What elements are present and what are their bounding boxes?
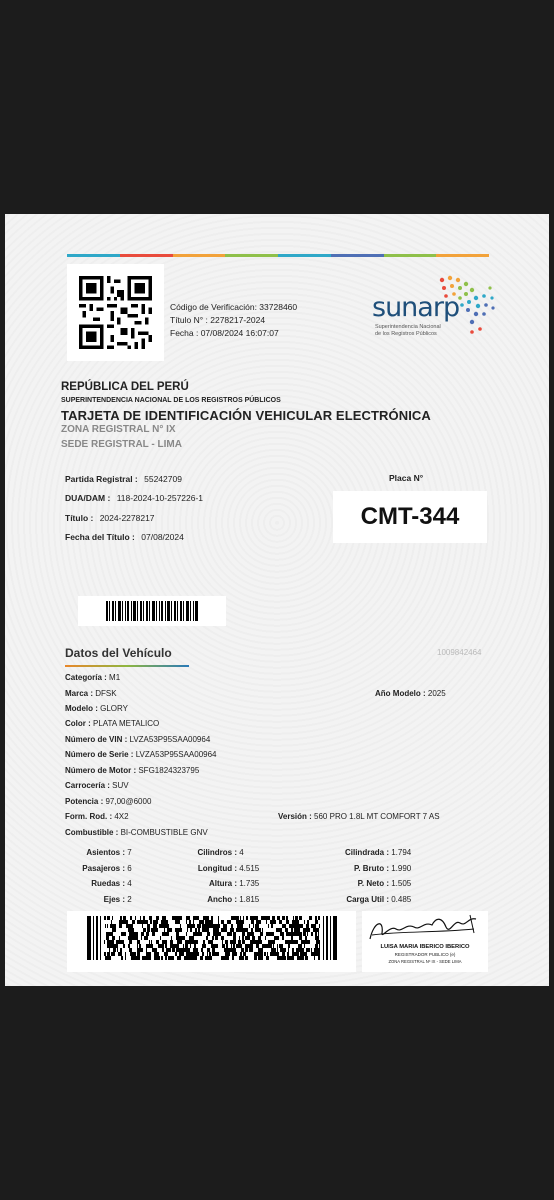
ejes-value: 2 (127, 895, 132, 904)
logo-wordmark: sunarp (372, 292, 460, 323)
partida-value: 55242709 (144, 474, 182, 484)
motor-label: Número de Motor : (65, 766, 137, 775)
handwritten-signature-icon (362, 911, 488, 945)
longitud-row (165, 864, 259, 873)
pasajeros-value: 6 (127, 864, 132, 873)
cargautil-row (315, 895, 411, 904)
partida-row (65, 474, 182, 484)
cilindros-row (165, 848, 244, 857)
altura-row (165, 879, 259, 888)
categoria-value: M1 (109, 673, 121, 682)
registrar-name: LUISA MARIA IBERICO IBERICO (380, 944, 470, 950)
vin-value: LVZA53P95SAA00964 (129, 735, 211, 744)
pneto-value: 1.505 (391, 879, 412, 888)
longitud-label: Longitud : (197, 864, 237, 873)
pbruto-value: 1.990 (391, 864, 412, 873)
logo-subtitle-line1: Superintendencia Nacional (375, 324, 441, 330)
carroceria-label: Carrocería : (65, 781, 110, 790)
asientos-value: 7 (127, 848, 132, 857)
modelo-value: GLORY (100, 704, 128, 713)
signature-block (362, 911, 488, 972)
ancho-row (165, 895, 259, 904)
motor-value: SFG1824323795 (138, 766, 200, 775)
pasajeros-row (65, 864, 132, 873)
potencia-row (65, 797, 151, 806)
longitud-value: 4.515 (239, 864, 260, 873)
agency-heading: SUPERINTENDENCIA NACIONAL DE LOS REGISTROS PÚBLICOS (61, 397, 281, 404)
ancho-value: 1.815 (239, 895, 260, 904)
motor-row (65, 766, 199, 775)
card-title: TARJETA DE IDENTIFICACIÓN VEHICULAR ELECTRÓNICA (61, 408, 431, 423)
cargautil-label: Carga Util : (346, 895, 389, 904)
marca-value: DFSK (95, 689, 117, 698)
verification-code: Código de Verificación: 33728460 (170, 302, 298, 312)
combustible-value: BI-COMBUSTIBLE GNV (120, 828, 208, 837)
verification-date: Fecha : 07/08/2024 16:07:07 (170, 328, 279, 338)
vehicle-card (5, 214, 549, 986)
carroceria-value: SUV (112, 781, 129, 790)
ruedas-row (65, 879, 132, 888)
pbruto-label: P. Bruto : (354, 864, 389, 873)
ruedas-value: 4 (127, 879, 132, 888)
cargautil-value: 0.485 (391, 895, 412, 904)
color-stripe (67, 254, 489, 257)
version-label: Versión : (278, 812, 312, 821)
vin-row (65, 735, 210, 744)
fecha-label: Fecha del Título : (65, 532, 135, 542)
registrar-role: REGISTRADOR PUBLICO (e) (394, 952, 456, 957)
asientos-label: Asientos : (86, 848, 125, 857)
carroceria-row (65, 781, 129, 790)
country-heading: REPÚBLICA DEL PERÚ (61, 381, 189, 393)
dua-row (65, 493, 203, 503)
color-value: PLATA METALICO (93, 719, 160, 728)
title-number: Título N° : 2278217-2024 (170, 315, 266, 325)
cilindrada-value: 1.794 (391, 848, 412, 857)
qr-code (67, 264, 164, 361)
pneto-label: P. Neto : (357, 879, 389, 888)
potencia-label: Potencia : (65, 797, 104, 806)
titulo-row (65, 513, 155, 523)
sunarp-logo (372, 274, 497, 349)
small-barcode (78, 596, 226, 626)
version-row (278, 812, 440, 821)
color-row (65, 719, 159, 728)
anio-value: 2025 (427, 689, 446, 698)
plate-number: CMT-344 (333, 491, 487, 543)
formrod-label: Form. Rod. : (65, 812, 113, 821)
version-value: 560 PRO 1.8L MT COMFORT 7 AS (314, 812, 440, 821)
categoria-row (65, 673, 120, 682)
color-label: Color : (65, 719, 91, 728)
modelo-row (65, 704, 128, 713)
anio-label: Año Modelo : (375, 689, 426, 698)
formrod-row (65, 812, 129, 821)
zone-heading: ZONA REGISTRAL N° IX (61, 424, 176, 435)
altura-label: Altura : (209, 879, 237, 888)
pasajeros-label: Pasajeros : (82, 864, 125, 873)
serie-label: Número de Serie : (65, 750, 134, 759)
formrod-value: 4X2 (114, 812, 129, 821)
section-underline (65, 665, 189, 667)
marca-label: Marca : (65, 689, 94, 698)
marca-row (65, 689, 117, 698)
altura-value: 1.735 (239, 879, 260, 888)
verification-info (170, 301, 297, 340)
cilindrada-label: Cilindrada : (344, 848, 389, 857)
anio-row (375, 689, 446, 698)
categoria-label: Categoría : (65, 673, 107, 682)
titulo-value: 2024-2278217 (99, 513, 155, 523)
combustible-label: Combustible : (65, 828, 119, 837)
cilindrada-row (315, 848, 411, 857)
registrar-zone: ZONA REGISTRAL Nº IX - SEDE LIMA (388, 959, 462, 964)
ejes-label: Ejes : (103, 895, 125, 904)
ancho-label: Ancho : (207, 895, 237, 904)
office-heading: SEDE REGISTRAL - LIMA (61, 439, 182, 450)
dua-label: DUA/DAM : (65, 493, 111, 503)
modelo-label: Modelo : (65, 704, 98, 713)
plate-label: Placa N° (389, 473, 424, 483)
cilindros-label: Cilindros : (197, 848, 237, 857)
fecha-value: 07/08/2024 (141, 532, 184, 542)
vin-label: Número de VIN : (65, 735, 128, 744)
logo-subtitle-line2: de los Registros Públicos (375, 331, 437, 337)
ruedas-label: Ruedas : (91, 879, 125, 888)
pdf417-barcode (67, 911, 356, 972)
titulo-label: Título : (65, 513, 94, 523)
serie-row (65, 750, 217, 759)
potencia-value: 97,00@6000 (105, 797, 152, 806)
vehicle-section-title: Datos del Vehículo (65, 646, 172, 660)
dua-value: 118-2024-10-257226-1 (116, 493, 204, 503)
document-serial: 1009842464 (437, 648, 482, 657)
combustible-row (65, 828, 208, 837)
partida-label: Partida Registral : (65, 474, 138, 484)
ejes-row (65, 895, 132, 904)
cilindros-value: 4 (239, 848, 244, 857)
asientos-row (65, 848, 132, 857)
pneto-row (315, 879, 411, 888)
logo-subtitle (375, 324, 455, 338)
fecha-row (65, 532, 184, 542)
pbruto-row (315, 864, 411, 873)
serie-value: LVZA53P95SAA00964 (135, 750, 217, 759)
